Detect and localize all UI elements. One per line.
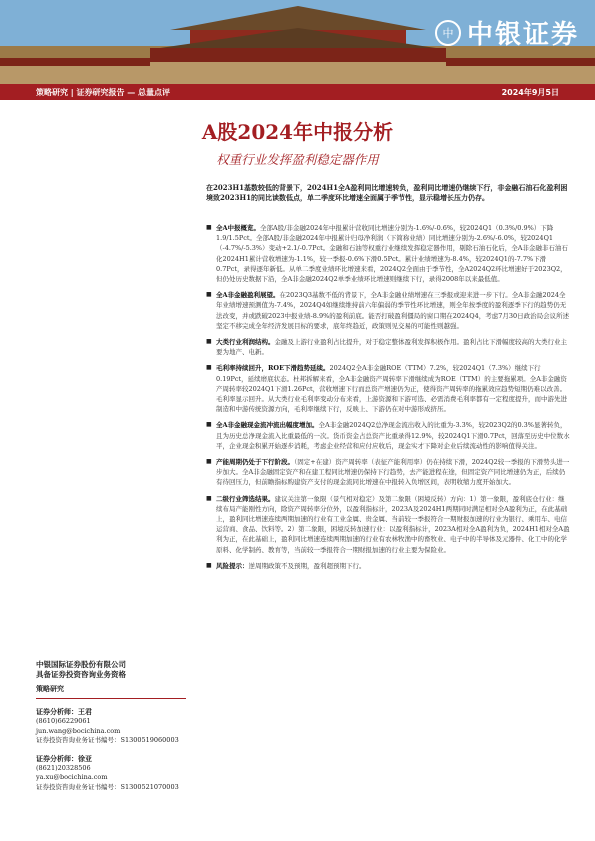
analyst-phone: (8621)20328506 bbox=[36, 763, 91, 772]
bullet-item bbox=[206, 290, 570, 331]
bullet-item bbox=[206, 363, 570, 414]
bullet-head: 风险提示： bbox=[216, 561, 249, 570]
bullet-item bbox=[206, 337, 570, 357]
institution-qualification: 具备证券投资咨询业务资格 bbox=[36, 670, 126, 679]
bullet-text: 金融及上游行业盈利占比提升，对于稳定整体盈利发挥积极作用。盈利占比下滑幅度较高的大类行业主要为地产、电新。 bbox=[216, 338, 567, 357]
bullet-item bbox=[206, 561, 570, 571]
bank-logo-icon: 中 bbox=[435, 20, 461, 46]
bullet-head: 全A中报概览。 bbox=[216, 224, 261, 232]
bullet-head: 全A非金融现金流冲流出幅度增加。 bbox=[216, 421, 319, 430]
bullet-head: 二级行业筛选结果。 bbox=[216, 494, 275, 503]
bullet-head: 产能周期仍处于下行阶段。 bbox=[216, 458, 294, 467]
bullet-list bbox=[206, 223, 570, 577]
report-category: 策略研究 | 证券研究报告 — 总量点评 bbox=[36, 87, 171, 97]
research-type: 策略研究 bbox=[36, 684, 64, 693]
analyst-cert: 证券投资咨询业务证书编号：S1300519060003 bbox=[36, 736, 179, 744]
bullet-head: 大类行业利润结构。 bbox=[216, 338, 275, 347]
category-bar bbox=[0, 84, 595, 100]
analyst-email[interactable]: ya.xu@bocichina.com bbox=[36, 773, 108, 781]
bullet-head: 全A非金融盈利展望。 bbox=[216, 291, 280, 300]
bullet-item bbox=[206, 223, 570, 284]
report-date: 2024年9月5日 bbox=[501, 87, 559, 97]
lead-paragraph: 在2023H1基数较低的背景下，2024H1全A盈利同比增速转负，盈利同比增速仍继续下行，非金融石油石化盈利困境致2023H1的同比读数低点，单二季度环比增速全面属于季节性，显示稳增长压力仍存。 bbox=[206, 183, 568, 202]
bullet-item bbox=[206, 457, 570, 488]
analyst-cert: 证券投资咨询业务证书编号：S1300521070003 bbox=[36, 782, 179, 791]
analyst-email[interactable]: jun.wang@bocichina.com bbox=[36, 726, 121, 735]
bullet-head: 毛利率持续回升，ROE下滑趋势延续。 bbox=[216, 364, 330, 373]
bullet-text: 逆周期政策不及预期，盈利超预期下行。 bbox=[248, 561, 366, 570]
header-banner bbox=[0, 0, 595, 84]
bullet-text: 全A非金融2024Q2总净现金流出收入的比重为-3.3%，较2023Q2的0.3%显著转负，且为历史总净现金流入比重最低的一次。货币资金占总资产比重录得12.9%，较2024Q1下滑0.7Pct，回落至历史中位数水平，企业现金积累开始逐步消耗，考虑企业经营和应付应收后，现金实才下降对企业后续流动性的影响值得关注。 bbox=[216, 421, 570, 450]
bullet-text: 在2023Q3基数不低的背景下，全A非金融业绩增速在三季报或迎来进一步下行。全A非金融2024全年业绩增速预测值为-7.4%，2024Q4如继续维持前六年偏弱的季节性环比增速，则全年按季度的盈利逐季下行的趋势仍无法改变，并或跌破2023中报业绩-8.9%的盈利前底。能否打破盈利僵局的窗口期在2024Q4，考虑7月30日政治局会议所述坚定不移完成全年经济发展目标的要求，底年终趋近，政策则见交易的可能性则越强。 bbox=[216, 291, 570, 330]
bullet-text: 2024Q2全A非金融ROE（TTM）7.2%，较2024Q1（7.3%）继续下行0.19Pct，延续磨底状态。杜邦拆解来看，全A非金融资产周转率下滑继续成为ROE（TTM）的主要拖累项。全A非金融资产周转率较2024Q1下滑1.26Pct，营收增速下行而总资产增速仍为正，使得资产周转率的拖累效应趋势短期仍难以改善。毛利率显示回升。从大类行业毛利率变动分布来看，上游资源和下游可选、必需消费毛利率都有一定程度提升，而中游先进制造和中游传统资源方向，毛利率继续下行，反映上、下游仍在对中游形成挤压。 bbox=[216, 364, 567, 414]
page-title: A股2024年中报分析 bbox=[201, 120, 394, 144]
analyst-phone: (8610)66229061 bbox=[36, 717, 91, 725]
bullet-item bbox=[206, 420, 570, 451]
brand-name: 中银证券 bbox=[466, 20, 579, 50]
brand-logo bbox=[435, 14, 579, 51]
institution-name: 中银国际证券股份有限公司 bbox=[36, 660, 126, 669]
bullet-text: （固定+在建）资产周转率（表征产能利用率）仍在持续下滑，2024Q2较一季报的下滑势头进一步加大。全A非金融固定资产和在建工程同比增速仍保持下行趋势，去产能进程在途，但固定资产同比增速仍为正，后续仍有待回压力，但前瞻指标购建资产支付的现金流同比增速在中报转入负增区间，表明收缩力度开始加大。 bbox=[216, 458, 570, 487]
analyst-name: 证券分析师：徐亚 bbox=[36, 753, 92, 763]
sidebar-divider bbox=[36, 698, 186, 699]
bullet-item bbox=[206, 494, 570, 555]
bullet-text: 全部A股/非金融2024年中报累计营收同比增速分别为-1.6%/-0.6%，较2024Q1（0.3%/0.9%）下降1.9/1.5Pct。全部A股/非金融2024年中报累计归母净利润（下简称业绩）同比增速分别为-2.6%/-6.0%，较2024Q1（-4.7%/-5.3%）变动+2.1/-0.7Pct。金融和石油等权重行业继续发挥稳定器作用，剔除石油石化后，全A非金融非石油石化2024H1累计营收增速为-1.1%，较一季报-0.6%下滑0.5Pct。累计业绩增速为-8.4%，较2024Q1的-7.7%下滑0.7Pct，录得逐年新低。从单二季度业绩环比增速来看，2024Q2全面由于季节性，全A2024Q2环比增速好于2023Q2，但仍处历史数据下沿，全A非金融2024Q2单季业绩环比增速则继续下行，录得2008年以来最低值。 bbox=[216, 224, 568, 284]
analyst-sidebar bbox=[36, 660, 196, 792]
page-subtitle: 权重行业发挥盈利稳定器作用 bbox=[216, 152, 379, 167]
analyst-name: 证券分析师：王君 bbox=[36, 707, 92, 716]
bullet-text: 建议关注第一象限（景气相对稳定）及第二象限（困境反转）方向：1）第一象限，盈利底仓行业：继续布局产能刚性方向，除资产周转率分位外，以盈利指标计，2023A及2024H1两期同时满足相对全A盈利为正，在此基础上，盈利同比增速连续两期加速的行业有工业金属、贵金属、当前较一季报符合一期财报加速的行业为银行、乘用车、电信运营商、食品、饮料等。2）第二象限，困境反转加速行业：以盈利指标计，2023A相对全A盈利为负，2024H1相对全A盈利为正，在此基础上，盈利同比增速连续两期加速的行业有农林牧渔中的畜牧业、电子中的半导体及元器件、化工中的化学原料、化学制药、教育等，当前较一季报符合一期财报加速的行业主要为保险业。 bbox=[216, 494, 570, 554]
